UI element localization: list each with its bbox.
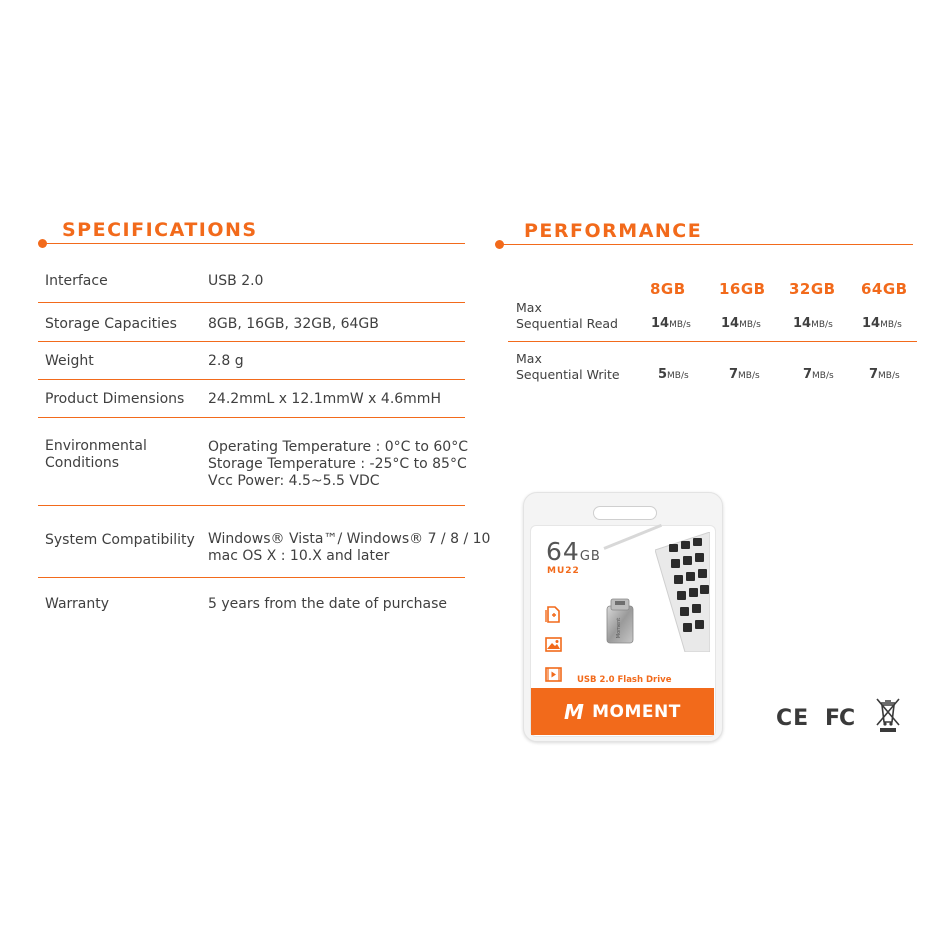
spec-label-compatibility: System Compatibility [45,532,195,548]
specifications-title-rule [42,243,465,244]
brand-logo-icon [564,702,592,722]
spec-divider [38,577,465,578]
package-capacity-number: 64 [546,537,580,566]
write-value-8gb: 5MB/s [658,367,689,382]
spec-value-warranty: 5 years from the date of purchase [208,596,448,612]
perf-label-read: Max Sequential Read [516,300,618,331]
read-value-8gb: 14MB/s [651,316,691,331]
spec-divider [38,417,465,418]
package-capacity-unit: GB [579,549,601,564]
performance-title: PERFORMANCE [524,220,703,242]
spec-label-weight: Weight [45,353,94,369]
spec-divider [38,341,465,342]
capacity-header-64gb: 64GB [861,280,908,298]
spec-value-compatibility: Windows® Vista™/ Windows® 7 / 8 / 10 mac OS X : 10.X and later [208,531,491,564]
spec-value-interface: USB 2.0 [208,273,264,289]
video-icon [545,667,562,682]
flash-drive-image [605,598,635,644]
write-value-16gb: 7MB/s [729,367,760,382]
document-icon [545,606,561,623]
spec-label-environmental: Environmental Conditions [45,438,147,471]
spec-label-dimensions: Product Dimensions [45,391,185,407]
spec-value-weight: 2.8 g [208,353,244,369]
spec-value-environmental: Operating Temperature : 0°C to 60°C Storage Temperature : -25°C to 85°C Vcc Power: 4.5~5.5 VDC [208,439,468,489]
read-value-64gb: 14MB/s [862,316,902,331]
performance-title-rule [499,244,913,245]
spec-value-dimensions: 24.2mmL x 12.1mmW x 4.6mmH [208,391,441,407]
package-model: MU22 [547,566,580,576]
capacity-header-32gb: 32GB [789,280,836,298]
package-hang-hole [593,506,657,520]
capacity-header-8gb: 8GB [650,280,686,298]
brand-name: MOMENT [592,701,681,722]
spec-divider [38,302,465,303]
perf-label-write: Max Sequential Write [516,351,620,382]
spec-divider [38,379,465,380]
package-capacity [546,537,601,566]
fcc-mark: FC [825,706,855,731]
perf-divider [508,341,917,342]
package-product-type: USB 2.0 Flash Drive [577,675,672,685]
write-value-32gb: 7MB/s [803,367,834,382]
write-value-64gb: 7MB/s [869,367,900,382]
ce-mark: CE [776,706,810,731]
read-value-16gb: 14MB/s [721,316,761,331]
svg-text:M: M [564,701,585,722]
spec-label-warranty: Warranty [45,596,110,612]
laptop-keyboard-illustration [655,532,710,652]
spec-label-storage: Storage Capacities [45,316,177,332]
spec-divider [38,505,465,506]
read-value-32gb: 14MB/s [793,316,833,331]
spec-value-storage: 8GB, 16GB, 32GB, 64GB [208,316,379,332]
specifications-title: SPECIFICATIONS [62,219,258,241]
flash-drive-engraving: Moment [616,617,622,639]
spec-label-interface: Interface [45,273,108,289]
capacity-header-16gb: 16GB [719,280,766,298]
package-brand-bar [531,688,714,735]
image-icon [545,637,562,652]
weee-bin-icon [874,697,902,733]
